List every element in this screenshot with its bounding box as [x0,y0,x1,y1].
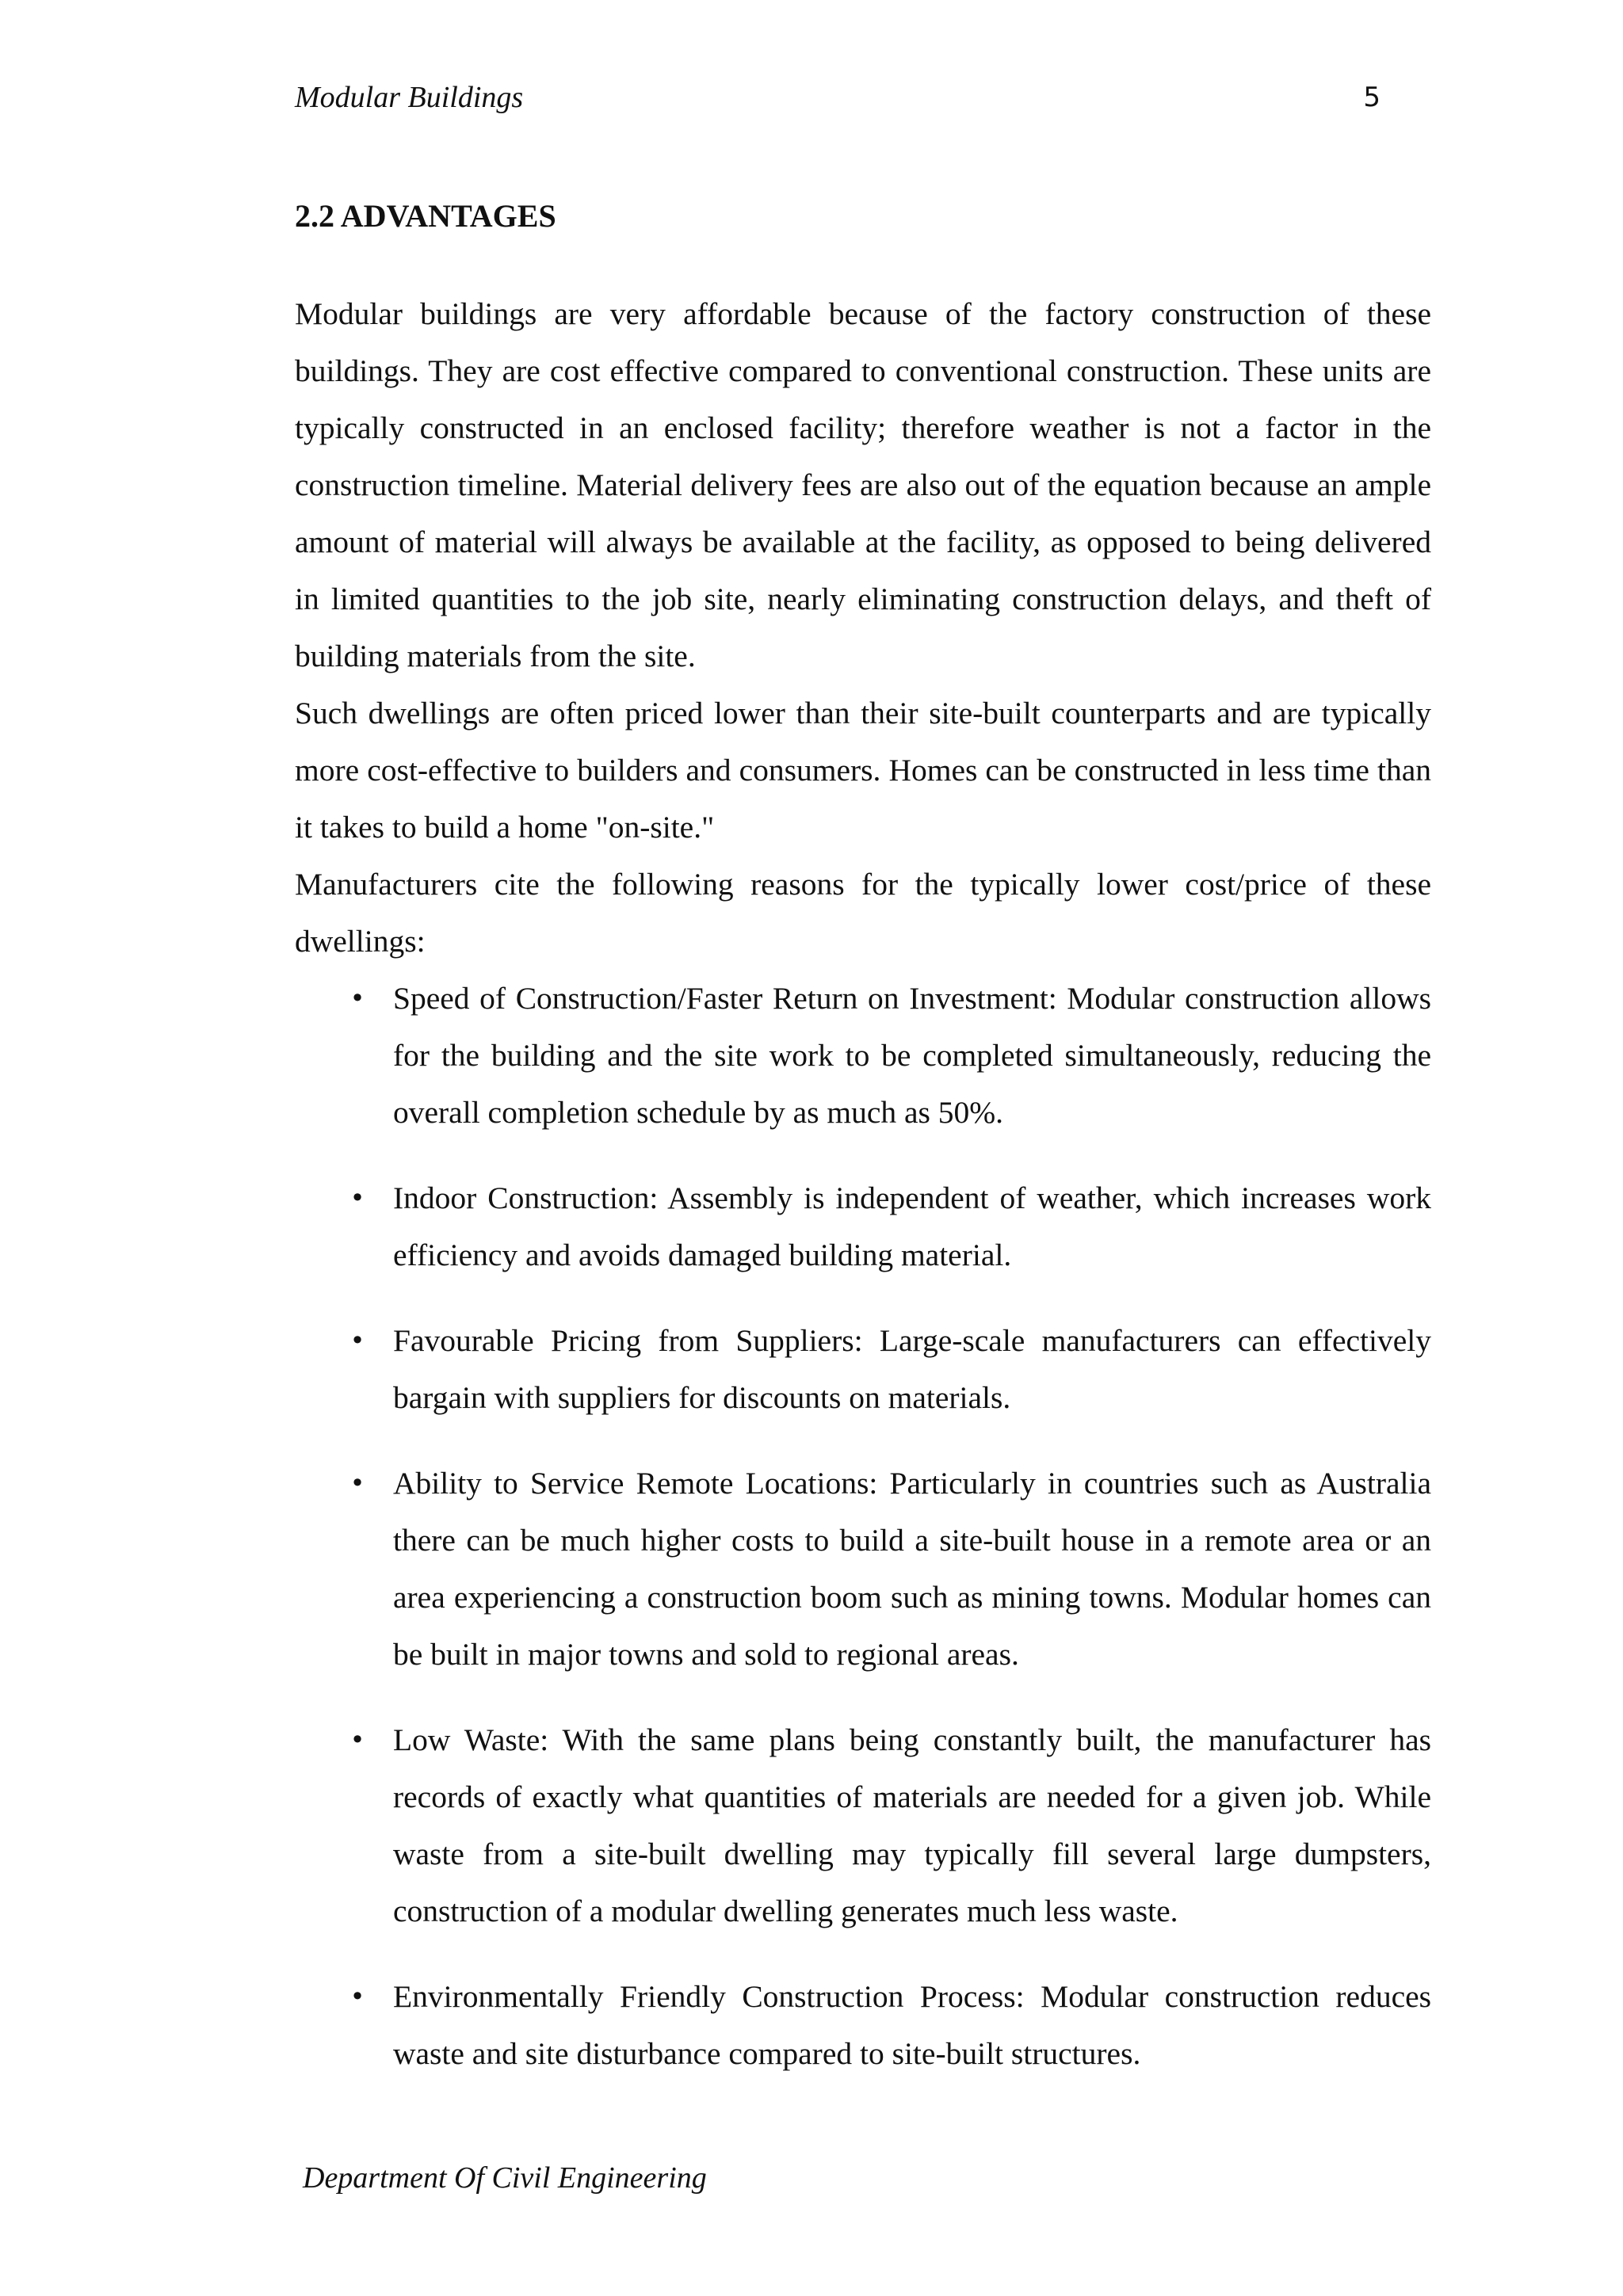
reasons-list [295,970,1431,2082]
list-item [295,1968,1431,2082]
list-item-text: Favourable Pricing from Suppliers: Large-scale manufacturers can effectively bargain with suppliers for discounts on materials. [393,1323,1431,1415]
list-item [295,1455,1431,1683]
running-header [295,78,1381,117]
list-item [295,970,1431,1141]
list-item [295,1312,1431,1426]
list-item-text: Speed of Construction/Faster Return on Investment: Modular construction allows for the building and the site work to be completed simultaneously, reducing the overall completion schedule by as much as 50%. [393,981,1431,1130]
header-title: Modular Buildings [295,81,524,114]
bullet-icon: • [349,1981,365,2012]
bullet-icon: • [349,1468,365,1498]
paragraph-affordability: Modular buildings are very affordable because of the factory construction of these buildings. They are cost effective compared to conventional construction. These units are typically constructed in an enclosed facility; therefore weather is not a factor in the construction timeline. Material delivery fees are also out of the equation because an ample amount of material will always be available at the facility, as opposed to being delivered in limited quantities to the job site, nearly eliminating construction delays, and theft of building materials from the site. [295,296,1431,673]
section-heading: 2.2 ADVANTAGES [295,198,556,234]
list-item [295,1711,1431,1939]
list-item-text: Indoor Construction: Assembly is independent of weather, which increases work efficiency and avoids damaged building material. [393,1180,1431,1272]
list-item-text: Ability to Service Remote Locations: Particularly in countries such as Australia there can be much higher costs to build a site-built house in a remote area or an area experiencing a construction boom such as mining towns. Modular homes can be built in major towns and sold to regional areas. [393,1466,1431,1672]
list-item-text: Environmentally Friendly Construction Process: Modular construction reduces waste and site disturbance compared to site-built structures. [393,1979,1431,2071]
bullet-icon: • [349,983,365,1013]
bullet-icon: • [349,1325,365,1356]
paragraph-pricing: Such dwellings are often priced lower than their site-built counterparts and are typically more cost-effective to builders and consumers. Homes can be constructed in less time than it takes to build a home "on-site." [295,696,1431,845]
body-content [295,285,1431,2111]
list-item-text: Low Waste: With the same plans being constantly built, the manufacturer has records of exactly what quantities of materials are needed for a given job. While waste from a site-built dwelling may typically fill several large dumpsters, construction of a modular dwelling generates much less waste. [393,1722,1431,1928]
running-footer: Department Of Civil Engineering [303,2161,707,2195]
paragraph-reasons-intro: Manufacturers cite the following reasons for the typically lower cost/price of these dwellings: [295,867,1431,959]
page-number: 5 [1363,82,1381,113]
bullet-icon: • [349,1725,365,1755]
list-item [295,1169,1431,1283]
bullet-icon: • [349,1183,365,1213]
